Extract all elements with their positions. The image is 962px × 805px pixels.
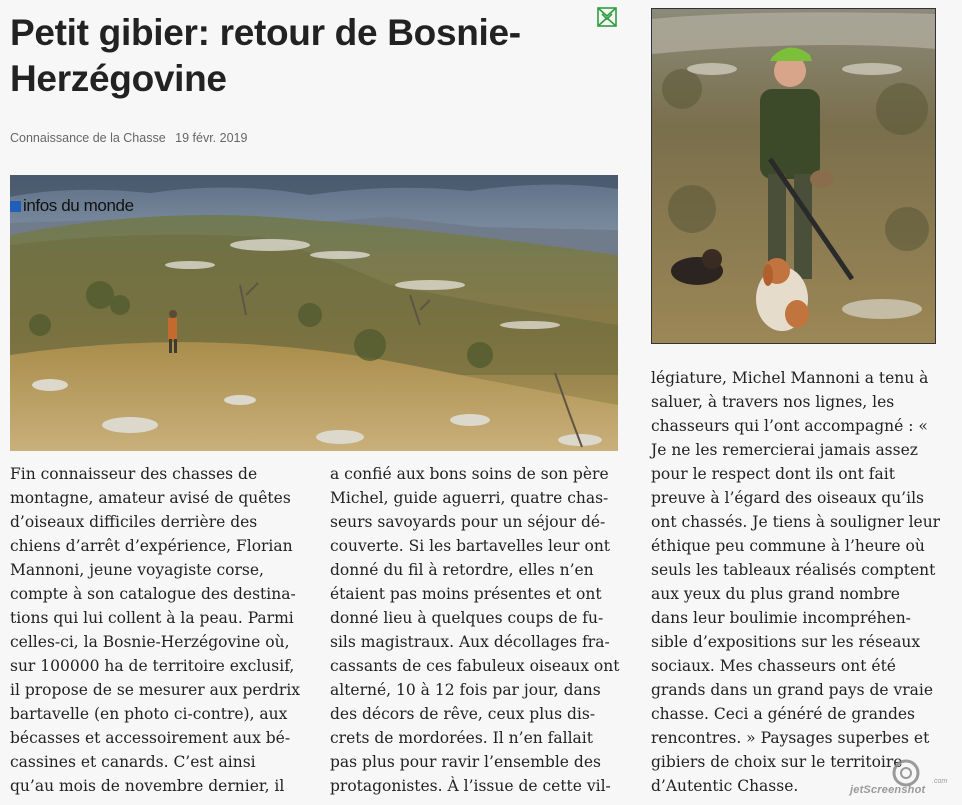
article-meta: [10, 131, 247, 145]
watermark-text: jetScreenshot: [850, 784, 926, 796]
landscape-photo: [10, 175, 618, 451]
hunter-photo: [651, 8, 936, 344]
source-link[interactable]: Connaissance de la Chasse: [10, 131, 166, 145]
article-title: Petit gibier: retour de Bosnie-Herzégovine: [10, 12, 521, 99]
publish-date: 19 févr. 2019: [175, 131, 248, 145]
body-column-3: légiature, Michel Mannoni a tenu à saluer, à travers nos lignes, les chasseurs qui l’ont accompagné : « Je ne les remercierai jamais assez pour le respect dont ils ont fait preuve à l’égard des oiseaux qu’ils ont chassés. Je tiens à souligner leur éthique peu commune à l’heure où seuls les tableaux réalisés comptent aux yeux du plus grand nombre dans leur boulimie incompréhen- sible d’expositions sur les réseaux sociaux. Mes chasseurs ont été grands dans un grand pays de vraie chasse. Ceci a généré de grandes rencontres. » Paysages superbes et gibiers de choix sur le territoire d’Autentic Chasse.: [651, 369, 941, 795]
rubric-square-icon: [10, 201, 21, 212]
rubric-text: infos du monde: [23, 196, 134, 215]
rubric-label: [10, 195, 134, 217]
watermark-domain: .com: [932, 778, 948, 785]
body-column-2: a confié aux bons soins de son père Michel, guide aguerri, quatre chas- seurs savoyards pour un séjour dé- couverte. Si les bartavelles leur ont donné du fil à retordre, elles n’en étaient pas moins présentes et ont donné lieu à quelques coups de fu- sils magistraux. Aux décollages fra- cassants de ces fabuleux oiseaux ont alterné, 10 à 12 fois par jour, dans des décors de rêve, ceux plus dis- crets de mordorées. Il n’en fallait pas plus pour ravir l’ensemble des protagonistes. À l’issue de cette vil-: [330, 465, 620, 795]
watermark-logo: [850, 758, 962, 800]
bookmark-icon[interactable]: [596, 6, 618, 28]
body-column-1: Fin connaisseur des chasses de montagne, amateur avisé de quêtes d’oiseaux difficiles derrière des chiens d’arrêt d’expérience, Florian Mannoni, jeune voyagiste corse, compte à son catalogue des destina- tions qui lui collent à la peau. Parmi celles-ci, la Bosnie-Herzégovine où, sur 100000 ha de territoire exclusif, il propose de se mesurer aux perdrix bartavelle (en photo ci-contre), aux bécasses et accessoirement aux bé- cassines et canards. C’est ainsi qu’au mois de novembre dernier, il: [10, 465, 301, 795]
